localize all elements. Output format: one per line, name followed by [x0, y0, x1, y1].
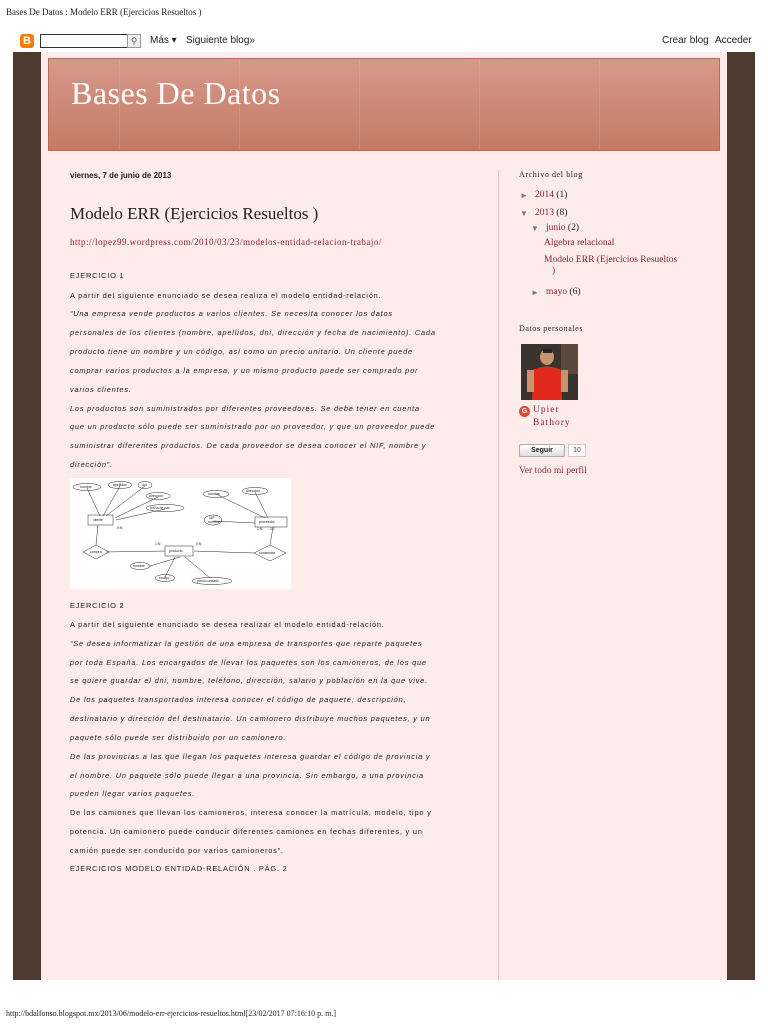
- svg-text:nombre: nombre: [80, 485, 92, 489]
- post-paragraph: por toda España. Los encargados de llevar los paquetes son los camioneros, de los que: [70, 658, 427, 667]
- svg-text:suministra: suministra: [259, 551, 275, 555]
- print-footer: http://bdalfonso.blogspot.mx/2013/06/modelo-err-ejercicios-resueltos.html[23/02/2017 07:16:10 p. m.]: [6, 1009, 337, 1018]
- follower-count: 10: [568, 444, 586, 457]
- google-plus-icon: G: [519, 406, 530, 417]
- svg-text:0:N: 0:N: [117, 526, 123, 530]
- exercise-heading: EJERCICIO 2: [70, 601, 125, 610]
- exercise-heading: EJERCICIO 1: [70, 271, 125, 280]
- svg-text:1:N: 1:N: [257, 527, 263, 531]
- svg-text:dni: dni: [142, 483, 147, 487]
- post-paragraph: se quiere guardar el dni, nombre, teléfono, dirección, salario y población en la que vive.: [70, 676, 428, 685]
- svg-text:nombre: nombre: [133, 564, 145, 568]
- svg-text:nombre: nombre: [208, 492, 220, 496]
- svg-text:nombre: nombre: [208, 520, 220, 524]
- svg-text:cliente: cliente: [93, 518, 104, 522]
- svg-text:proveedor: proveedor: [259, 520, 275, 524]
- svg-text:código: código: [159, 576, 170, 580]
- follow-button[interactable]: Seguir: [519, 444, 565, 457]
- post-paragraph: potencia. Un camionero puede conducir diferentes camiones en fechas diferentes, y un: [70, 827, 423, 836]
- svg-text:NIF: NIF: [209, 516, 215, 520]
- svg-text:dirección: dirección: [149, 494, 164, 498]
- post-paragraph: A partir del siguiente enunciado se desea realiza el modelo entidad-relación.: [70, 291, 382, 300]
- svg-text:1:N: 1:N: [155, 542, 161, 546]
- post-paragraph: pueden llegar varios paquetes.: [70, 789, 196, 798]
- svg-text:dirección: dirección: [246, 489, 261, 493]
- expand-arrow-icon[interactable]: ►: [520, 191, 528, 200]
- svg-text:apellidos: apellidos: [113, 483, 127, 487]
- post-paragraph: “Se desea informatizar la gestión de una empresa de transportes que reparte paquetes: [70, 639, 423, 648]
- post-paragraph: comprar varios productos a la empresa, y un mismo producto puede ser comprado por: [70, 366, 419, 375]
- search-icon[interactable]: ⚲: [127, 34, 141, 48]
- blog-title[interactable]: Bases De Datos: [71, 75, 281, 111]
- post-paragraph: que un producto sólo puede ser suministrado por un proveedor, y que un proveedor puede: [70, 422, 436, 431]
- more-menu-link[interactable]: Más ▾: [150, 35, 177, 46]
- post-paragraph: De los paquetes transportados interesa conocer el código de paquete, descripción,: [70, 695, 407, 704]
- profile-title: Datos personales: [519, 324, 584, 333]
- svg-text:1:1: 1:1: [270, 527, 275, 531]
- post-paragraph: A partir del siguiente enunciado se desea realizar el modelo entidad-relación.: [70, 620, 385, 629]
- post-paragraph: producto tiene un nombre y un código, así como un precio unitario. Un cliente puede: [70, 347, 413, 356]
- post-paragraph: dirección”.: [70, 460, 113, 469]
- post-paragraph: varios clientes.: [70, 385, 132, 394]
- post-date: viernes, 7 de junio de 2013: [70, 171, 172, 180]
- svg-text:producto: producto: [169, 549, 183, 553]
- profile-name-first[interactable]: Upier: [533, 405, 560, 415]
- post-paragraph: Los productos son suministrados por diferentes proveedores. Se debe tener en cuenta: [70, 404, 420, 413]
- post-title[interactable]: Modelo ERR (Ejercicios Resueltos ): [70, 204, 319, 223]
- next-blog-link[interactable]: Siguiente blog»: [186, 35, 255, 46]
- navbar-search-input[interactable]: [40, 34, 128, 48]
- blogger-navbar: [0, 30, 768, 52]
- post-paragraph: “Una empresa vende productos a varios clientes. Se necesita conocer los datos: [70, 309, 393, 318]
- archive-post-modelo-err-cont[interactable]: ): [552, 266, 556, 276]
- page-footer-note: EJERCICIOS MODELO ENTIDAD-RELACIÓN . PÁG. 2: [70, 864, 288, 873]
- post-paragraph: De los camiones que llevan los camioneros, interesa conocer la matrícula, modelo, tipo y: [70, 808, 432, 817]
- create-blog-link[interactable]: Crear blog: [662, 35, 709, 46]
- profile-avatar[interactable]: [521, 344, 578, 400]
- blog-header-banner: [48, 58, 720, 151]
- svg-text:fecha de nac: fecha de nac: [150, 506, 171, 510]
- archive-post-algebra[interactable]: Algebra relacional: [544, 238, 615, 248]
- post-paragraph: paquete sólo puede ser distribuido por un camionero.: [70, 733, 287, 742]
- post-paragraph: destinatario y dirección del destinatario. Un camionero distribuye muchos paquetes, y un: [70, 714, 431, 723]
- post-paragraph: camión puede ser conducido por varios camioneros”.: [70, 846, 284, 855]
- archive-year-2014[interactable]: 2014 (1): [535, 190, 568, 200]
- profile-name-last[interactable]: Bathory: [533, 418, 571, 428]
- view-full-profile-link[interactable]: Ver todo mi perfil: [519, 466, 587, 476]
- post-paragraph: suministrar diferentes productos. De cada proveedor se desea conocer el NIF, nombre y: [70, 441, 427, 450]
- sign-in-link[interactable]: Acceder: [715, 35, 752, 46]
- post-source-link[interactable]: http://lopez99.wordpress.com/2010/03/23/modelos-entidad-relacion-trabajo/: [70, 237, 382, 247]
- svg-text:compra: compra: [90, 550, 102, 554]
- blogger-logo-icon[interactable]: B: [20, 34, 34, 48]
- archive-title: Archivo del blog: [519, 170, 583, 179]
- archive-month-junio[interactable]: junio (2): [546, 223, 579, 233]
- column-divider: [498, 170, 499, 980]
- archive-post-modelo-err[interactable]: Modelo ERR (Ejercicios Resueltos: [544, 255, 678, 265]
- svg-text:0:N: 0:N: [196, 542, 202, 546]
- archive-year-2013[interactable]: 2013 (8): [535, 208, 568, 218]
- post-paragraph: el nombre. Un paquete sólo puede llegar a una provincia. Sin embargo, a una provincia: [70, 771, 424, 780]
- post-paragraph: De las provincias a las que llegan los paquetes interesa guardar el código de provincia y: [70, 752, 431, 761]
- post-paragraph: personales de los clientes (nombre, apellidos, dni, dirección y fecha de nacimiento). Cada: [70, 328, 436, 337]
- archive-month-mayo[interactable]: mayo (6): [546, 287, 581, 297]
- svg-text:precio unitario: precio unitario: [197, 579, 219, 583]
- expand-arrow-icon[interactable]: ►: [531, 288, 539, 297]
- er-diagram-image: [70, 478, 291, 589]
- collapse-arrow-icon[interactable]: ▼: [531, 224, 539, 233]
- print-header: Bases De Datos : Modelo ERR (Ejercicios Resueltos ): [6, 7, 202, 17]
- collapse-arrow-icon[interactable]: ▼: [520, 209, 528, 218]
